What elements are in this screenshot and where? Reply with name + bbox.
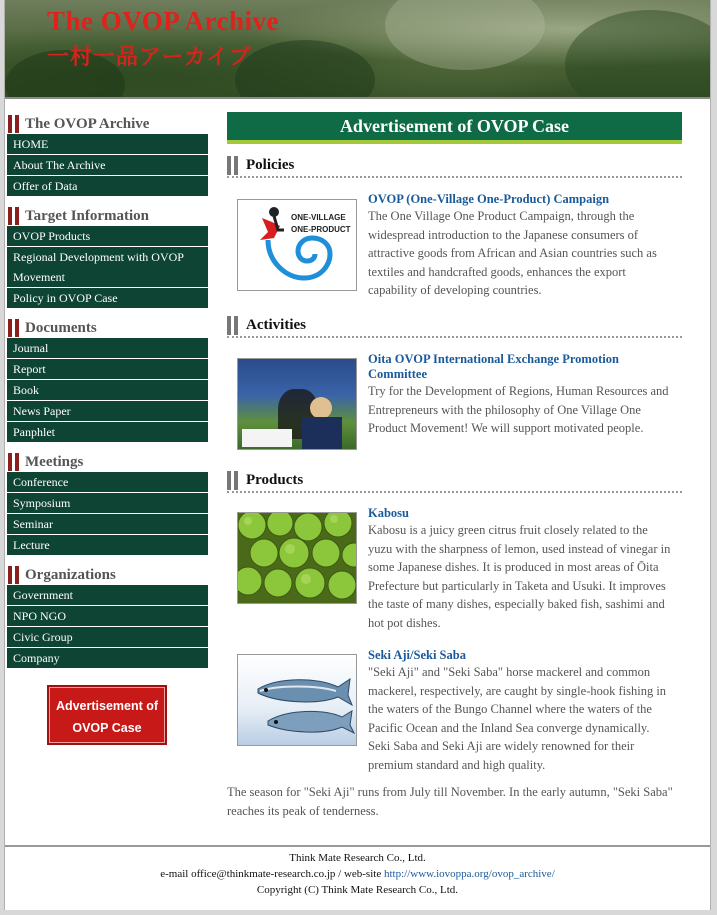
sidebar-section-title: Organizations [25,566,116,583]
sidebar-section-title: Documents [25,319,97,336]
entry-oita-committee [227,338,682,464]
main-content [227,112,682,818]
fish-icon [238,655,356,745]
advertisement-button-line2: OVOP Case [72,721,142,735]
sidebar-section-header [7,452,208,472]
ovop-logo-icon [238,200,356,290]
section-marker-icon [8,115,12,133]
footer-contact [5,866,710,882]
sidebar-item-panphlet[interactable]: Panphlet [7,422,208,443]
entry-seki-aji-saba [227,635,682,818]
entry-title-link[interactable]: Seki Aji/Seki Saba [368,648,466,662]
sidebar-item-lecture[interactable]: Lecture [7,535,208,556]
entry-description-continued: The season for "Seki Aji" runs from July till November. In the early autumn, "Seki Saba" reaches its peak of tenderness. [227,785,673,818]
sidebar-section-header [7,318,208,338]
ovop-campaign-logo[interactable] [237,199,357,291]
sidebar-section-header [7,206,208,226]
category-header-policies [227,154,682,178]
category-header-products [227,469,682,493]
sidebar-item-regional-development[interactable]: Regional Development with OVOP Movement [7,247,208,288]
category-title: Products [246,471,304,488]
sidebar-section-title: The OVOP Archive [25,115,150,132]
sidebar-item-npo-ngo[interactable]: NPO NGO [7,606,208,627]
sidebar-item-journal[interactable]: Journal [7,338,208,359]
section-marker-icon [8,319,12,337]
oita-committee-photo[interactable] [237,358,357,450]
section-marker-icon [8,566,12,584]
category-marker-icon [227,471,231,490]
advertisement-button-line1: Advertisement of [55,699,159,713]
sidebar-item-news-paper[interactable]: News Paper [7,401,208,422]
category-marker-icon [234,316,238,335]
footer-website-link[interactable]: http://www.iovoppa.org/ovop_archive/ [383,868,555,880]
category-marker-icon [227,316,231,335]
sidebar-section-header [7,565,208,585]
sidebar-item-conference[interactable]: Conference [7,472,208,493]
category-marker-icon [227,156,231,175]
sidebar-section-title: Meetings [25,453,84,470]
category-header-activities [227,314,682,338]
site-header [5,0,710,99]
sidebar-item-home[interactable]: HOME [7,134,208,155]
page-title: Advertisement of OVOP Case [227,112,682,144]
section-marker-icon [8,453,12,471]
ovop-logo-text-2: ONE-PRODUCT [291,225,351,234]
entry-description: "Seki Aji" and "Seki Saba" horse mackerel and common mackerel, respectively, are caught by single-hook fishing in the waters of the Bungo Channel where the waters of the Pacific Ocean and the Inland Sea converge dynamically. Seki Saba and Seki Aji are widely renowned for their premium standard and high quality. [368,665,667,772]
kabosu-photo[interactable] [237,512,357,604]
sidebar-item-offer-of-data[interactable]: Offer of Data [7,176,208,197]
footer-company: Think Mate Research Co., Ltd. [289,852,426,864]
page-frame [4,0,711,910]
footer-email: e-mail office@thinkmate-research.co.jp / web-site [160,868,384,880]
sidebar-item-about[interactable]: About The Archive [7,155,208,176]
entry-description: The One Village One Product Campaign, through the widespread introduction to the Japanese consumers of attractive goods from African and Asian countries such as textiles and handcrafted goods, enhances the export capability of developing countries. [368,209,657,297]
entry-title-link[interactable]: OVOP (One-Village One-Product) Campaign [368,192,610,206]
section-marker-icon [15,115,19,133]
kabosu-fruit-icon [238,513,356,603]
sidebar-item-company[interactable]: Company [7,648,208,669]
category-title: Policies [246,156,295,173]
category-marker-icon [234,156,238,175]
sidebar-item-policy[interactable]: Policy in OVOP Case [7,288,208,309]
footer-copyright: Copyright (C) Think Mate Research Co., Ltd. [256,884,459,896]
sidebar-section-header [7,114,208,134]
entry-text [368,506,673,632]
section-marker-icon [15,319,19,337]
category-marker-icon [234,471,238,490]
ovop-logo-text-1: ONE-VILLAGE [291,213,346,222]
section-marker-icon [15,453,19,471]
section-marker-icon [8,207,12,225]
sidebar-section-title: Target Information [25,207,150,224]
entry-text [368,192,673,300]
sidebar-item-civic-group[interactable]: Civic Group [7,627,208,648]
sidebar-item-seminar[interactable]: Seminar [7,514,208,535]
sidebar-item-ovop-products[interactable]: OVOP Products [7,226,208,247]
entry-description: Try for the Development of Regions, Human Resources and Entrepreneurs with the philosophy of One Village One Product Movement! We will support motivated people. [368,384,669,435]
entry-description: Kabosu is a juicy green citrus fruit closely related to the yuzu with the sharpness of lemon, used instead of vinegar in some Japanese dishes. It is produced in most areas of Ōita Prefecture but particularly in Taketa and Usuki. It improves the taste of many dishes, especially baked fish, sashimi and hot pot dishes. [368,523,671,630]
site-title: The OVOP Archive [47,6,279,36]
entry-title-link[interactable]: Kabosu [368,506,409,520]
sidebar [7,114,208,669]
site-title-japanese: 一村一品アーカイブ [47,45,252,70]
sidebar-item-book[interactable]: Book [7,380,208,401]
entry-ovop-campaign [227,178,682,306]
section-marker-icon [15,566,19,584]
sidebar-item-symposium[interactable]: Symposium [7,493,208,514]
advertisement-button[interactable] [47,685,167,745]
sidebar-item-government[interactable]: Government [7,585,208,606]
sidebar-item-report[interactable]: Report [7,359,208,380]
entry-text [368,352,673,438]
entry-text [368,648,673,774]
category-title: Activities [246,316,306,333]
entry-title-link[interactable]: Oita OVOP International Exchange Promotion Committee [368,352,619,381]
site-footer [5,845,710,898]
entry-kabosu [227,493,682,635]
seki-fish-photo[interactable] [237,654,357,746]
section-marker-icon [15,207,19,225]
